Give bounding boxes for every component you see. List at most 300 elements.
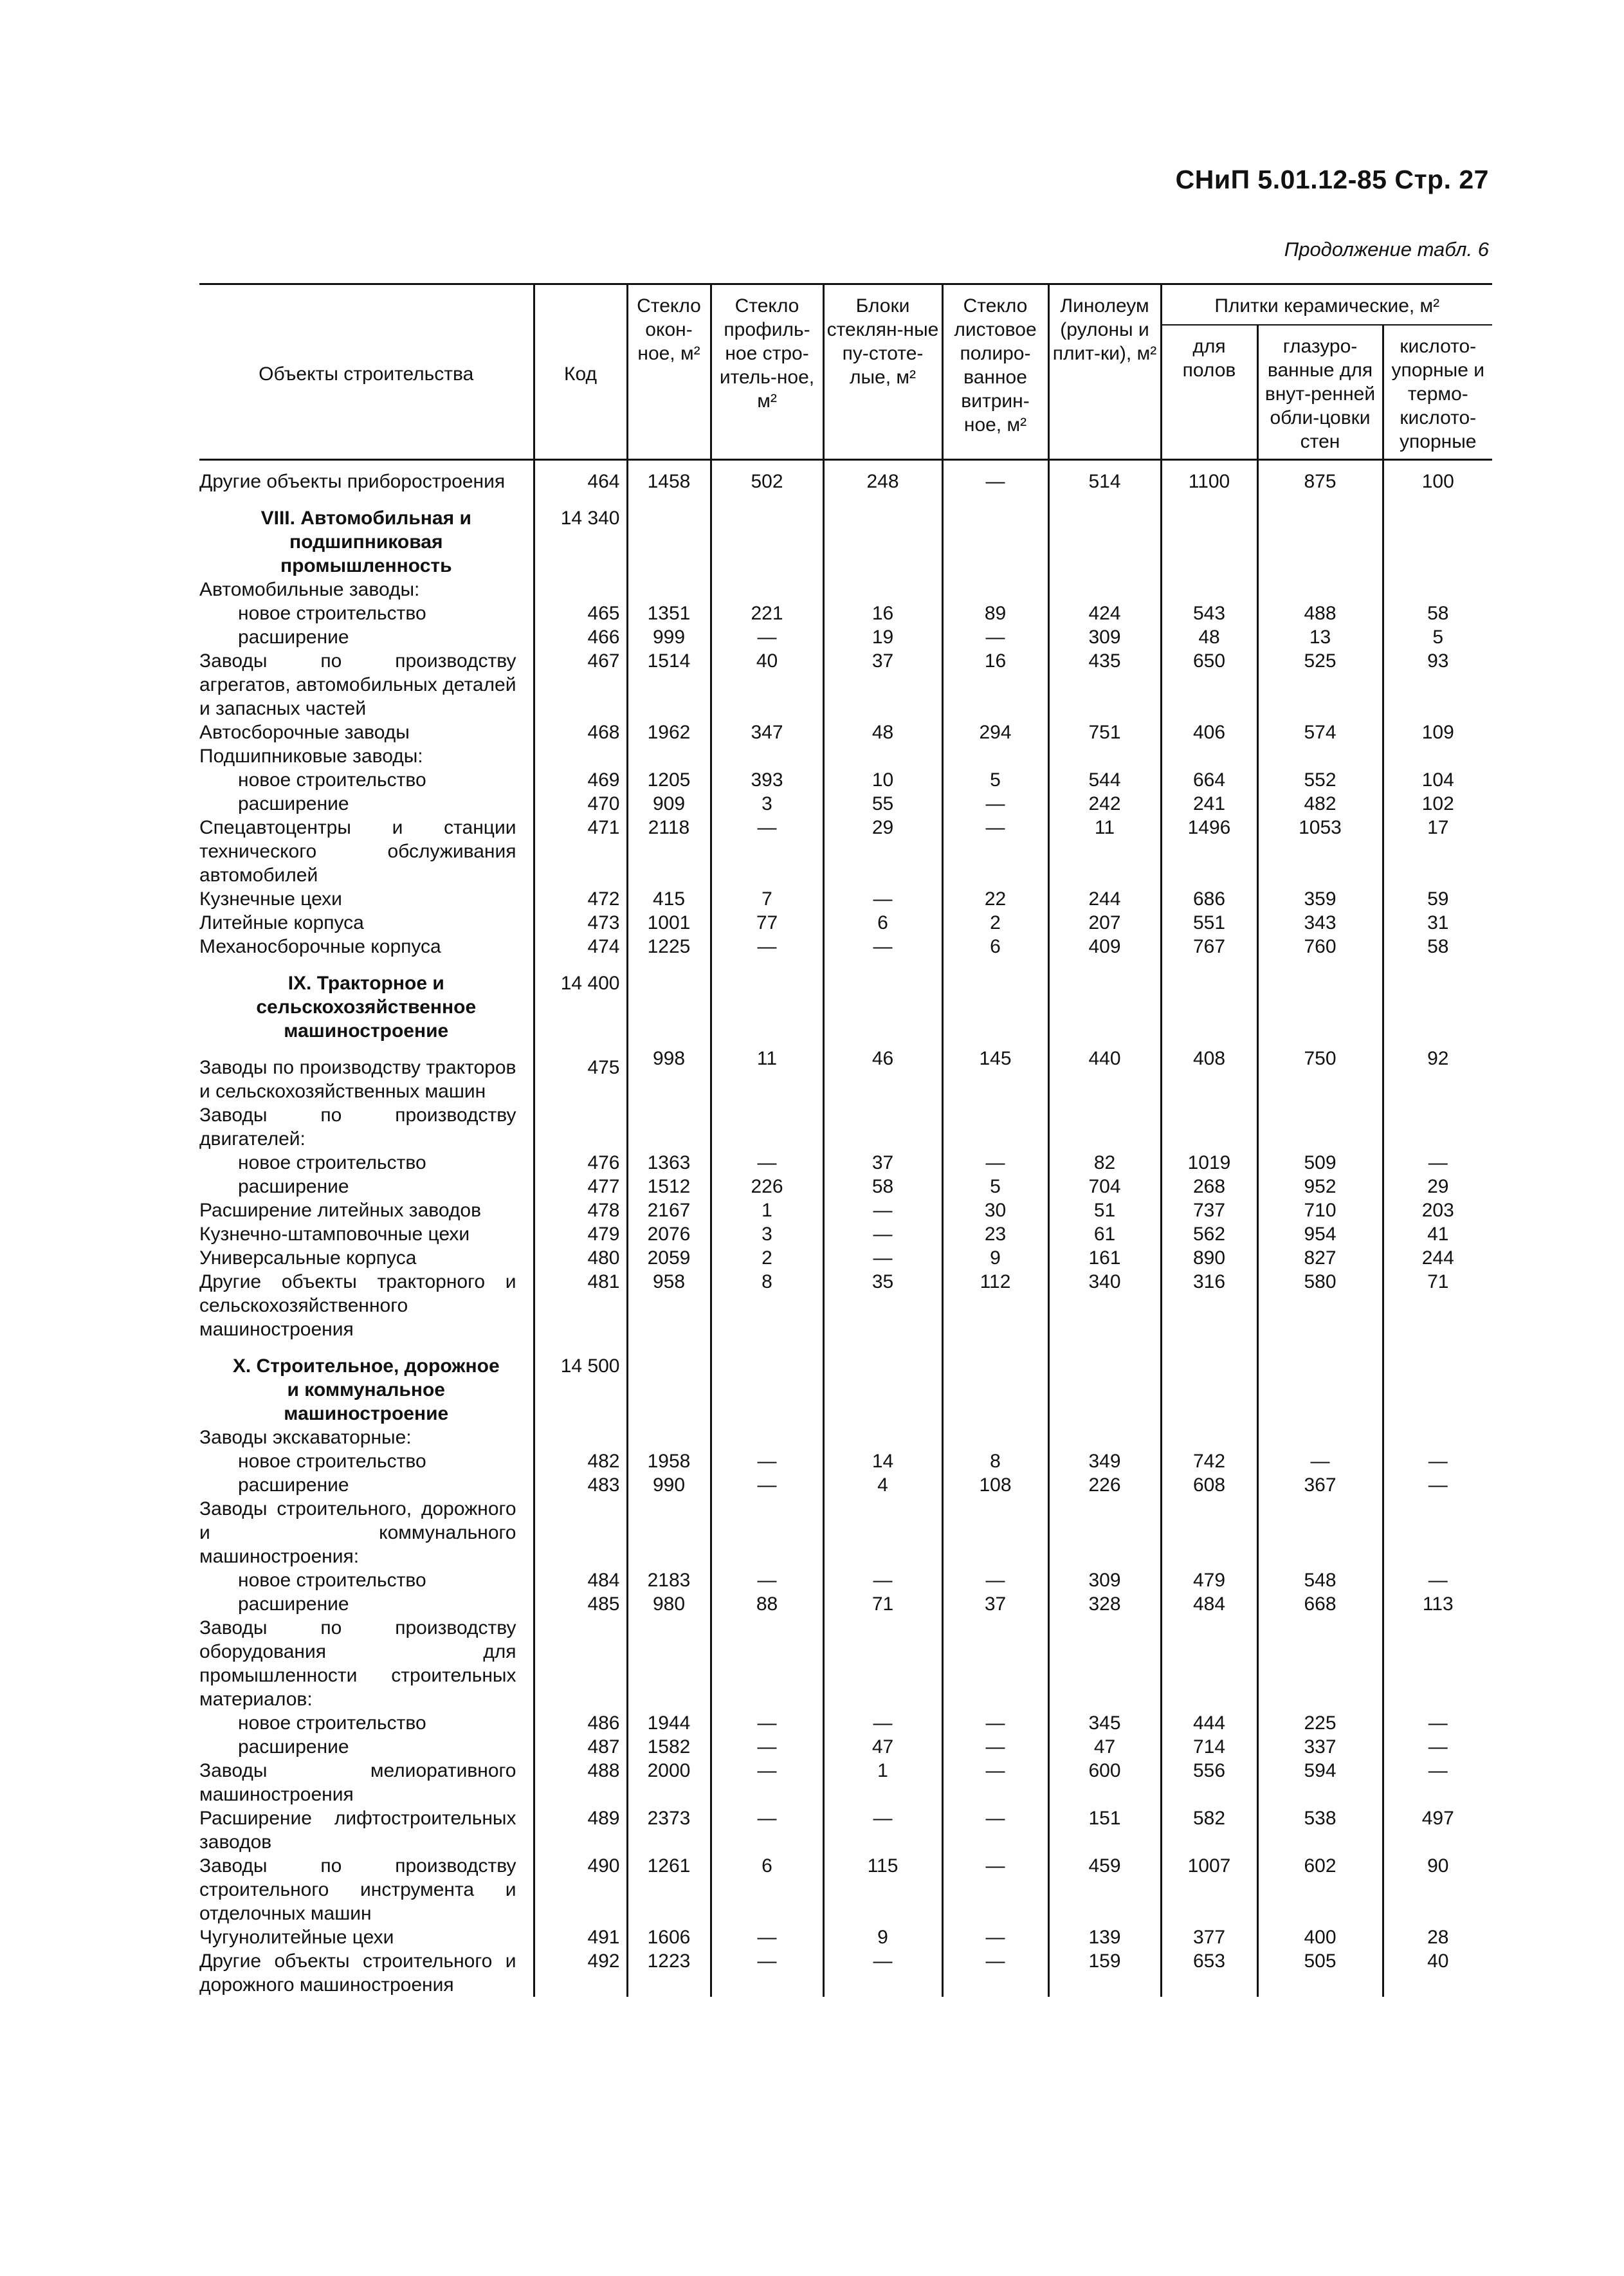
glass-profile-value: 88 <box>711 1592 823 1616</box>
tiles-glazed-value: 875 <box>1257 470 1383 493</box>
linoleum-value: 244 <box>1048 887 1161 911</box>
table-body <box>199 460 1492 1997</box>
glass-blocks-value: 48 <box>823 720 942 744</box>
tiles-acid-value: 203 <box>1383 1198 1492 1222</box>
tiles-floor-value: 268 <box>1161 1175 1257 1198</box>
glass-window-value <box>627 1103 711 1151</box>
glass-profile-value: 221 <box>711 601 823 625</box>
glass-sheet-value: — <box>942 625 1048 649</box>
object-name: расширение <box>238 1736 349 1757</box>
object-code: 478 <box>534 1198 627 1222</box>
object-name: новое строительство <box>238 769 426 791</box>
tiles-acid-value: — <box>1383 1759 1492 1806</box>
object-code: 472 <box>534 887 627 911</box>
tiles-acid-value <box>1383 1341 1492 1426</box>
object-code: 488 <box>534 1759 627 1806</box>
object-name: Механосборочные корпуса <box>199 936 441 957</box>
glass-blocks-value <box>823 1497 942 1568</box>
glass-window-value: 2000 <box>627 1759 711 1806</box>
glass-sheet-value: 6 <box>942 935 1048 959</box>
object-code: 14 400 <box>534 959 627 1043</box>
glass-blocks-value: — <box>823 1198 942 1222</box>
tiles-glazed-value: 552 <box>1257 768 1383 792</box>
glass-profile-value: — <box>711 1449 823 1473</box>
linoleum-value: 435 <box>1048 649 1161 720</box>
tiles-glazed-value: 1053 <box>1257 816 1383 887</box>
tiles-floor-value <box>1161 1497 1257 1568</box>
glass-profile-value <box>711 578 823 601</box>
table-row <box>199 935 1492 959</box>
object-name: Заводы по производству тракторов и сельскохозяйственных машин <box>199 1057 516 1102</box>
tiles-acid-value: 92 <box>1383 1043 1492 1103</box>
section-row <box>199 959 1492 1043</box>
glass-profile-value: — <box>711 1949 823 1997</box>
object-name: Чугунолитейные цехи <box>199 1927 394 1948</box>
table-row <box>199 1043 1492 1103</box>
glass-profile-value <box>711 1103 823 1151</box>
tiles-acid-value <box>1383 959 1492 1043</box>
glass-window-value <box>627 1341 711 1426</box>
object-name: Универсальные корпуса <box>199 1247 417 1269</box>
table-continuation-label: Продолжение табл. 6 <box>1284 238 1489 261</box>
section-row <box>199 493 1492 578</box>
glass-profile-value: 226 <box>711 1175 823 1198</box>
object-code: 14 500 <box>534 1341 627 1426</box>
table-row <box>199 720 1492 744</box>
section-row <box>199 1341 1492 1426</box>
glass-sheet-value: 112 <box>942 1270 1048 1341</box>
glass-sheet-value: — <box>942 1806 1048 1854</box>
glass-profile-value: 2 <box>711 1246 823 1270</box>
object-code: 469 <box>534 768 627 792</box>
tiles-glazed-value: 505 <box>1257 1949 1383 1997</box>
tiles-glazed-value: 359 <box>1257 887 1383 911</box>
glass-blocks-value <box>823 959 942 1043</box>
tiles-floor-value: 653 <box>1161 1949 1257 1997</box>
tiles-floor-value: 737 <box>1161 1198 1257 1222</box>
object-code: 484 <box>534 1568 627 1592</box>
tiles-acid-value: 93 <box>1383 649 1492 720</box>
tiles-floor-value: 241 <box>1161 792 1257 816</box>
linoleum-value <box>1048 1341 1161 1426</box>
glass-sheet-value: — <box>942 470 1048 493</box>
glass-blocks-value: — <box>823 1711 942 1735</box>
glass-sheet-value <box>942 1103 1048 1151</box>
glass-window-value: 1458 <box>627 470 711 493</box>
table-row <box>199 1592 1492 1616</box>
glass-blocks-value: — <box>823 935 942 959</box>
tiles-glazed-value: 482 <box>1257 792 1383 816</box>
glass-blocks-value: 55 <box>823 792 942 816</box>
tiles-glazed-value: 225 <box>1257 1711 1383 1735</box>
col-header-linoleum: Линолеум (рулоны и плит-ки), м² <box>1048 284 1161 460</box>
glass-sheet-value: — <box>942 1568 1048 1592</box>
tiles-floor-value: 1496 <box>1161 816 1257 887</box>
glass-blocks-value: 37 <box>823 1151 942 1175</box>
linoleum-value: 514 <box>1048 470 1161 493</box>
table-row <box>199 1449 1492 1473</box>
object-code <box>534 578 627 601</box>
glass-sheet-value: — <box>942 1854 1048 1925</box>
linoleum-value: 440 <box>1048 1043 1161 1103</box>
glass-sheet-value <box>942 493 1048 578</box>
glass-window-value: 1958 <box>627 1449 711 1473</box>
group-row <box>199 744 1492 768</box>
tiles-acid-value: 28 <box>1383 1925 1492 1949</box>
object-code: 482 <box>534 1449 627 1473</box>
glass-window-value: 1944 <box>627 1711 711 1735</box>
linoleum-value <box>1048 493 1161 578</box>
object-name: Кузнечные цехи <box>199 888 342 910</box>
col-header-glass-window: Стекло окон-ное, м² <box>627 284 711 460</box>
object-code: 489 <box>534 1806 627 1854</box>
glass-blocks-value: 58 <box>823 1175 942 1198</box>
object-name: расширение <box>238 627 349 648</box>
glass-profile-value: — <box>711 935 823 959</box>
group-row <box>199 1426 1492 1449</box>
glass-profile-value: 8 <box>711 1270 823 1341</box>
table-row <box>199 1854 1492 1925</box>
linoleum-value <box>1048 959 1161 1043</box>
tiles-acid-value: 31 <box>1383 911 1492 935</box>
linoleum-value: 600 <box>1048 1759 1161 1806</box>
glass-window-value: 999 <box>627 625 711 649</box>
tiles-acid-value: 40 <box>1383 1949 1492 1997</box>
page-header: СНиП 5.01.12-85 Стр. 27 <box>1175 165 1489 194</box>
table-row <box>199 1222 1492 1246</box>
tiles-acid-value: — <box>1383 1735 1492 1759</box>
tiles-acid-value: 100 <box>1383 470 1492 493</box>
linoleum-value <box>1048 578 1161 601</box>
tiles-floor-value <box>1161 493 1257 578</box>
object-name: Заводы мелиоративного машиностроения <box>199 1760 516 1805</box>
glass-window-value: 2059 <box>627 1246 711 1270</box>
linoleum-value <box>1048 1616 1161 1711</box>
tiles-glazed-value: 367 <box>1257 1473 1383 1497</box>
object-code: 486 <box>534 1711 627 1735</box>
object-name: расширение <box>238 1593 349 1615</box>
table-row <box>199 1151 1492 1175</box>
glass-window-value <box>627 1426 711 1449</box>
tiles-glazed-value <box>1257 1341 1383 1426</box>
linoleum-value: 11 <box>1048 816 1161 887</box>
linoleum-value: 161 <box>1048 1246 1161 1270</box>
object-code: 466 <box>534 625 627 649</box>
table-row <box>199 1949 1492 1997</box>
glass-sheet-value: — <box>942 792 1048 816</box>
object-code: 491 <box>534 1925 627 1949</box>
glass-window-value <box>627 744 711 768</box>
glass-blocks-value: 115 <box>823 1854 942 1925</box>
object-code <box>534 1616 627 1711</box>
object-code: 476 <box>534 1151 627 1175</box>
tiles-floor-value: 714 <box>1161 1735 1257 1759</box>
glass-window-value <box>627 578 711 601</box>
glass-sheet-value: — <box>942 1151 1048 1175</box>
object-code: 477 <box>534 1175 627 1198</box>
object-name: Заводы экскаваторные: <box>199 1427 412 1448</box>
tiles-acid-value: 41 <box>1383 1222 1492 1246</box>
table-row <box>199 625 1492 649</box>
glass-window-value <box>627 1497 711 1568</box>
glass-window-value: 2167 <box>627 1198 711 1222</box>
table-row <box>199 1270 1492 1341</box>
object-name: Заводы по производству строительного инструмента и отделочных машин <box>199 1855 516 1924</box>
tiles-glazed-value: 13 <box>1257 625 1383 649</box>
glass-profile-value: 347 <box>711 720 823 744</box>
object-name: Заводы по производству агрегатов, автомобильных деталей и запасных частей <box>199 650 516 719</box>
glass-window-value: 980 <box>627 1592 711 1616</box>
table-row <box>199 470 1492 493</box>
glass-blocks-value: 4 <box>823 1473 942 1497</box>
tiles-glazed-value: 548 <box>1257 1568 1383 1592</box>
linoleum-value: 349 <box>1048 1449 1161 1473</box>
glass-window-value: 1225 <box>627 935 711 959</box>
tiles-floor-value: 484 <box>1161 1592 1257 1616</box>
glass-window-value: 1001 <box>627 911 711 935</box>
glass-profile-value: 77 <box>711 911 823 935</box>
object-name: Подшипниковые заводы: <box>199 746 423 767</box>
spacer-row <box>199 460 1492 470</box>
glass-sheet-value <box>942 1497 1048 1568</box>
tiles-glazed-value: 343 <box>1257 911 1383 935</box>
table-row <box>199 816 1492 887</box>
tiles-glazed-value: 954 <box>1257 1222 1383 1246</box>
tiles-acid-value <box>1383 744 1492 768</box>
glass-profile-value: — <box>711 1759 823 1806</box>
object-name: новое строительство <box>238 1451 426 1472</box>
tiles-floor-value: 562 <box>1161 1222 1257 1246</box>
col-header-tiles-group: Плитки керамические, м² <box>1161 284 1492 326</box>
tiles-glazed-value: 488 <box>1257 601 1383 625</box>
tiles-glazed-value: — <box>1257 1449 1383 1473</box>
glass-window-value: 2183 <box>627 1568 711 1592</box>
table-row <box>199 1473 1492 1497</box>
linoleum-value: 151 <box>1048 1806 1161 1854</box>
glass-blocks-value: 46 <box>823 1043 942 1103</box>
tiles-glazed-value <box>1257 744 1383 768</box>
object-name: расширение <box>238 1474 349 1496</box>
table-row <box>199 1198 1492 1222</box>
tiles-glazed-value: 594 <box>1257 1759 1383 1806</box>
col-header-tiles-glazed: глазуро-ванные для внут-ренней обли-цовки стен <box>1257 325 1383 460</box>
object-code: 470 <box>534 792 627 816</box>
tiles-acid-value: 102 <box>1383 792 1492 816</box>
object-code: 468 <box>534 720 627 744</box>
linoleum-value: 459 <box>1048 1854 1161 1925</box>
linoleum-value: 340 <box>1048 1270 1161 1341</box>
table-row <box>199 911 1492 935</box>
table-row <box>199 1759 1492 1806</box>
linoleum-value: 309 <box>1048 1568 1161 1592</box>
glass-sheet-value <box>942 578 1048 601</box>
tiles-glazed-value: 750 <box>1257 1043 1383 1103</box>
object-name: VIII. Автомобильная и подшипниковая промышленность <box>260 508 471 576</box>
tiles-floor-value: 664 <box>1161 768 1257 792</box>
col-header-objects: Объекты строительства <box>199 284 534 460</box>
object-name: Литейные корпуса <box>199 912 364 933</box>
glass-window-value: 1962 <box>627 720 711 744</box>
glass-profile-value: — <box>711 1568 823 1592</box>
tiles-acid-value: — <box>1383 1568 1492 1592</box>
glass-blocks-value: 47 <box>823 1735 942 1759</box>
linoleum-value: 242 <box>1048 792 1161 816</box>
object-name: расширение <box>238 793 349 814</box>
tiles-floor-value: 1100 <box>1161 470 1257 493</box>
glass-blocks-value: 35 <box>823 1270 942 1341</box>
tiles-floor-value: 890 <box>1161 1246 1257 1270</box>
glass-window-value: 1582 <box>627 1735 711 1759</box>
group-row <box>199 1497 1492 1568</box>
linoleum-value: 544 <box>1048 768 1161 792</box>
object-code: 473 <box>534 911 627 935</box>
glass-profile-value <box>711 1341 823 1426</box>
glass-profile-value <box>711 1497 823 1568</box>
tiles-glazed-value: 574 <box>1257 720 1383 744</box>
glass-window-value: 2373 <box>627 1806 711 1854</box>
tiles-glazed-value: 952 <box>1257 1175 1383 1198</box>
table-row <box>199 887 1492 911</box>
tiles-glazed-value <box>1257 1103 1383 1151</box>
glass-window-value: 1606 <box>627 1925 711 1949</box>
tiles-acid-value: 113 <box>1383 1592 1492 1616</box>
glass-sheet-value: — <box>942 1925 1048 1949</box>
object-code: 475 <box>534 1043 627 1103</box>
tiles-glazed-value: 337 <box>1257 1735 1383 1759</box>
tiles-floor-value <box>1161 578 1257 601</box>
tiles-glazed-value: 760 <box>1257 935 1383 959</box>
glass-sheet-value: 5 <box>942 768 1048 792</box>
glass-profile-value: — <box>711 1151 823 1175</box>
glass-sheet-value: 22 <box>942 887 1048 911</box>
glass-blocks-value: 37 <box>823 649 942 720</box>
tiles-acid-value <box>1383 578 1492 601</box>
tiles-acid-value: 5 <box>1383 625 1492 649</box>
object-name: IX. Тракторное и сельскохозяйственное машиностроение <box>256 973 477 1042</box>
object-code: 471 <box>534 816 627 887</box>
tiles-acid-value <box>1383 493 1492 578</box>
object-code <box>534 1426 627 1449</box>
object-code: 483 <box>534 1473 627 1497</box>
object-name: новое строительство <box>238 1152 426 1173</box>
tiles-floor-value: 608 <box>1161 1473 1257 1497</box>
tiles-floor-value: 408 <box>1161 1043 1257 1103</box>
glass-sheet-value: 108 <box>942 1473 1048 1497</box>
tiles-acid-value: — <box>1383 1151 1492 1175</box>
glass-blocks-value: 71 <box>823 1592 942 1616</box>
table-row <box>199 1246 1492 1270</box>
object-name: Другие объекты строительного и дорожного машиностроения <box>199 1950 516 1996</box>
object-name: Заводы по производству двигателей: <box>199 1105 516 1150</box>
glass-window-value: 1351 <box>627 601 711 625</box>
object-code: 480 <box>534 1246 627 1270</box>
glass-blocks-value: — <box>823 1949 942 1997</box>
glass-sheet-value <box>942 744 1048 768</box>
tiles-acid-value: 90 <box>1383 1854 1492 1925</box>
glass-sheet-value: 8 <box>942 1449 1048 1473</box>
object-name: X. Строительное, дорожное и коммунальное машиностроение <box>232 1355 500 1424</box>
tiles-glazed-value: 580 <box>1257 1270 1383 1341</box>
object-code: 479 <box>534 1222 627 1246</box>
tiles-glazed-value: 602 <box>1257 1854 1383 1925</box>
tiles-floor-value <box>1161 1616 1257 1711</box>
object-code: 490 <box>534 1854 627 1925</box>
glass-profile-value: 3 <box>711 1222 823 1246</box>
object-name: Автосборочные заводы <box>199 722 410 743</box>
object-code: 474 <box>534 935 627 959</box>
linoleum-value <box>1048 744 1161 768</box>
glass-profile-value: 502 <box>711 470 823 493</box>
object-code: 485 <box>534 1592 627 1616</box>
glass-profile-value: 11 <box>711 1043 823 1103</box>
glass-sheet-value <box>942 959 1048 1043</box>
glass-sheet-value: 9 <box>942 1246 1048 1270</box>
glass-blocks-value: — <box>823 1222 942 1246</box>
object-name: Расширение литейных заводов <box>199 1200 482 1221</box>
tiles-floor-value: 686 <box>1161 887 1257 911</box>
tiles-acid-value <box>1383 1616 1492 1711</box>
col-header-tiles-floor: для полов <box>1161 325 1257 460</box>
glass-blocks-value <box>823 1103 942 1151</box>
tiles-acid-value: — <box>1383 1473 1492 1497</box>
glass-sheet-value: — <box>942 1711 1048 1735</box>
object-code: 492 <box>534 1949 627 1997</box>
tiles-glazed-value: 668 <box>1257 1592 1383 1616</box>
tiles-floor-value <box>1161 744 1257 768</box>
object-code: 14 340 <box>534 493 627 578</box>
glass-profile-value: 393 <box>711 768 823 792</box>
glass-sheet-value <box>942 1426 1048 1449</box>
tiles-acid-value: 109 <box>1383 720 1492 744</box>
tiles-acid-value: 244 <box>1383 1246 1492 1270</box>
glass-profile-value: 6 <box>711 1854 823 1925</box>
glass-blocks-value: 14 <box>823 1449 942 1473</box>
table-row <box>199 1711 1492 1735</box>
tiles-glazed-value <box>1257 959 1383 1043</box>
linoleum-value: 139 <box>1048 1925 1161 1949</box>
glass-profile-value: 7 <box>711 887 823 911</box>
table-row <box>199 601 1492 625</box>
tiles-acid-value <box>1383 1426 1492 1449</box>
linoleum-value: 345 <box>1048 1711 1161 1735</box>
tiles-acid-value: 17 <box>1383 816 1492 887</box>
tiles-floor-value <box>1161 1426 1257 1449</box>
glass-blocks-value: 10 <box>823 768 942 792</box>
materials-table <box>199 283 1492 1997</box>
tiles-floor-value: 316 <box>1161 1270 1257 1341</box>
tiles-acid-value: 104 <box>1383 768 1492 792</box>
glass-sheet-value: — <box>942 1949 1048 1997</box>
glass-blocks-value: — <box>823 1246 942 1270</box>
tiles-floor-value: 543 <box>1161 601 1257 625</box>
glass-blocks-value <box>823 578 942 601</box>
glass-blocks-value <box>823 493 942 578</box>
group-row <box>199 1103 1492 1151</box>
glass-blocks-value: 29 <box>823 816 942 887</box>
glass-window-value: 998 <box>627 1043 711 1103</box>
glass-window-value: 958 <box>627 1270 711 1341</box>
tiles-floor-value: 479 <box>1161 1568 1257 1592</box>
linoleum-value: 159 <box>1048 1949 1161 1997</box>
tiles-acid-value: 71 <box>1383 1270 1492 1341</box>
object-name: Расширение лифтостроительных заводов <box>199 1808 516 1853</box>
glass-profile-value: — <box>711 1735 823 1759</box>
tiles-acid-value <box>1383 1497 1492 1568</box>
tiles-acid-value: — <box>1383 1449 1492 1473</box>
tiles-glazed-value: 710 <box>1257 1198 1383 1222</box>
glass-sheet-value: 145 <box>942 1043 1048 1103</box>
tiles-acid-value: 58 <box>1383 935 1492 959</box>
